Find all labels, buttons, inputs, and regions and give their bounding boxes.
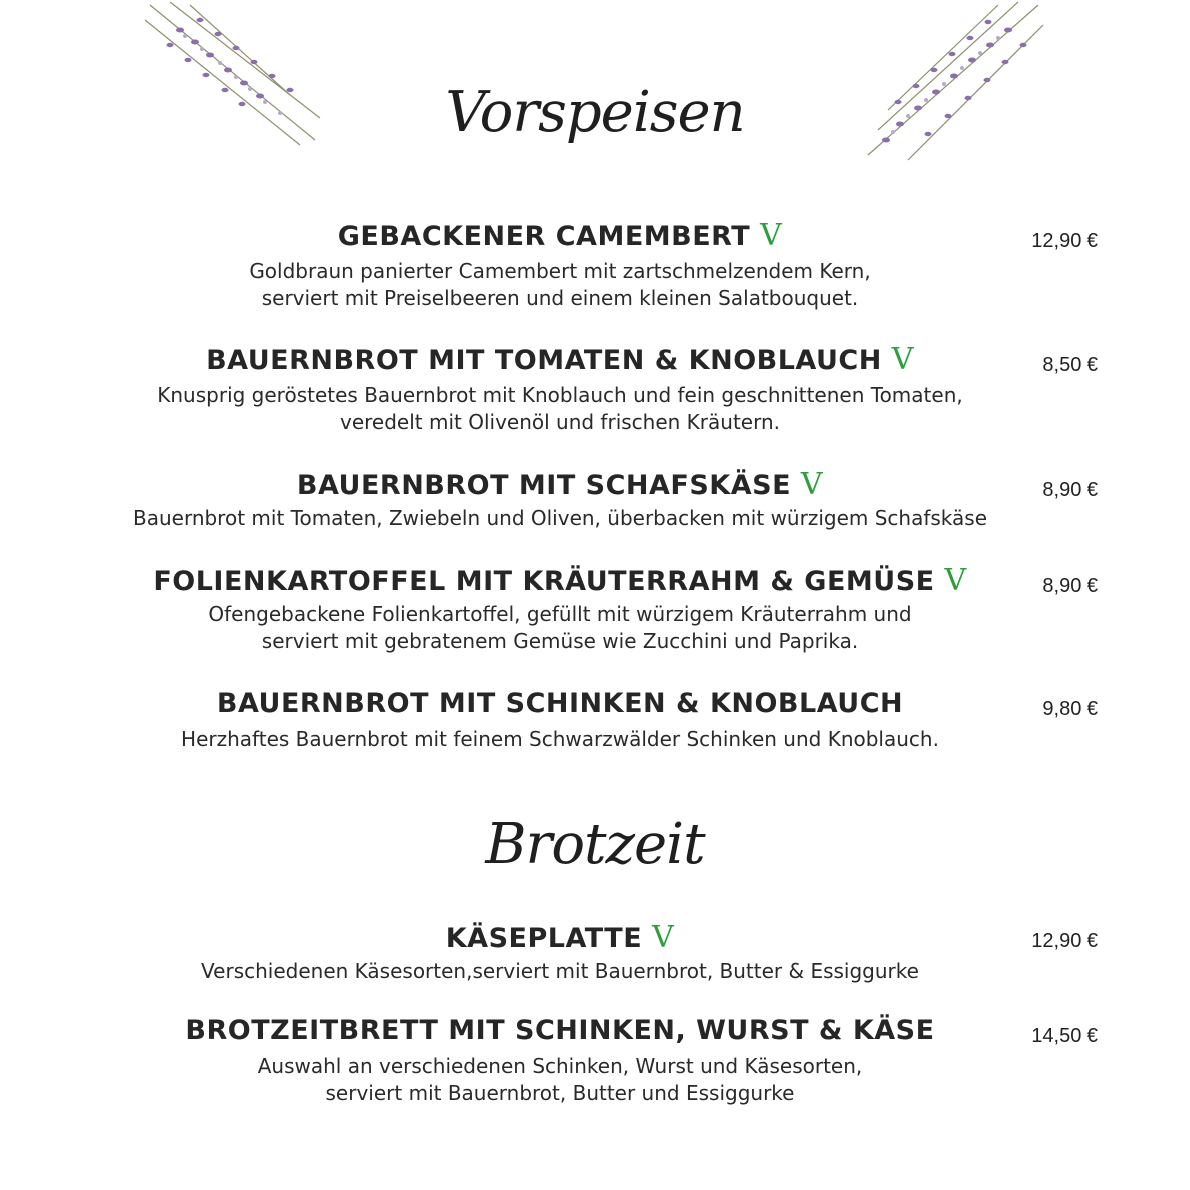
item-name: BAUERNBROT MIT TOMATEN & KNOBLAUCH V bbox=[206, 342, 914, 377]
vegetarian-mark: V bbox=[800, 467, 824, 502]
item-name: BAUERNBROT MIT SCHINKEN & KNOBLAUCH bbox=[216, 688, 904, 719]
item-name: FOLIENKARTOFFEL MIT KRÄUTERRAHM & GEMÜSE V bbox=[153, 563, 967, 598]
vegetarian-mark: V bbox=[944, 563, 967, 598]
item-price: 14,50 € bbox=[1031, 1025, 1098, 1047]
item-description: Ofengebackene Folienkartoffel, gefüllt mit würzigem Kräuterrahm und serviert mit gebratenem Gemüse wie Zucchini und Paprika. bbox=[208, 602, 912, 653]
item-name: BROTZEITBRETT MIT SCHINKEN, WURST & KÄSE bbox=[185, 1015, 935, 1046]
item-price: 12,90 € bbox=[1031, 930, 1098, 952]
vegetarian-mark: V bbox=[760, 218, 783, 253]
item-price: 9,80 € bbox=[1042, 698, 1098, 720]
item-description: Knusprig geröstetes Bauernbrot mit Knoblauch und fein geschnittenen Tomaten, veredelt mit Olivenöl und frischen Kräutern. bbox=[157, 383, 963, 434]
item-description: Verschiedenen Käsesorten,serviert mit Bauernbrot, Butter & Essiggurke bbox=[201, 959, 919, 983]
item-name: KÄSEPLATTE V bbox=[445, 920, 675, 955]
item-name: GEBACKENER CAMEMBERT V bbox=[337, 218, 783, 253]
item-description: Auswahl an verschiedenen Schinken, Wurst und Käsesorten, serviert mit Bauernbrot, Butter und Essiggurke bbox=[257, 1054, 863, 1105]
item-description: Bauernbrot mit Tomaten, Zwiebeln und Oliven, überbacken mit würzigem Schafskäse bbox=[132, 506, 988, 530]
item-price: 12,90 € bbox=[1031, 230, 1098, 252]
item-price: 8,90 € bbox=[1042, 479, 1098, 501]
section-title-brotzeit: Brotzeit bbox=[485, 812, 705, 877]
vegetarian-mark: V bbox=[652, 920, 675, 955]
item-description: Goldbraun panierter Camembert mit zartschmelzendem Kern, serviert mit Preiselbeeren und einem kleinen Salatbouquet. bbox=[249, 259, 871, 310]
section-title-vorspeisen: Vorspeisen bbox=[445, 80, 745, 145]
item-price: 8,90 € bbox=[1042, 575, 1098, 597]
item-description: Herzhaftes Bauernbrot mit feinem Schwarzwälder Schinken und Knoblauch. bbox=[181, 727, 939, 751]
item-name: BAUERNBROT MIT SCHAFSKÄSE V bbox=[296, 467, 824, 502]
item-price: 8,50 € bbox=[1042, 354, 1098, 376]
vegetarian-mark: V bbox=[891, 342, 914, 377]
